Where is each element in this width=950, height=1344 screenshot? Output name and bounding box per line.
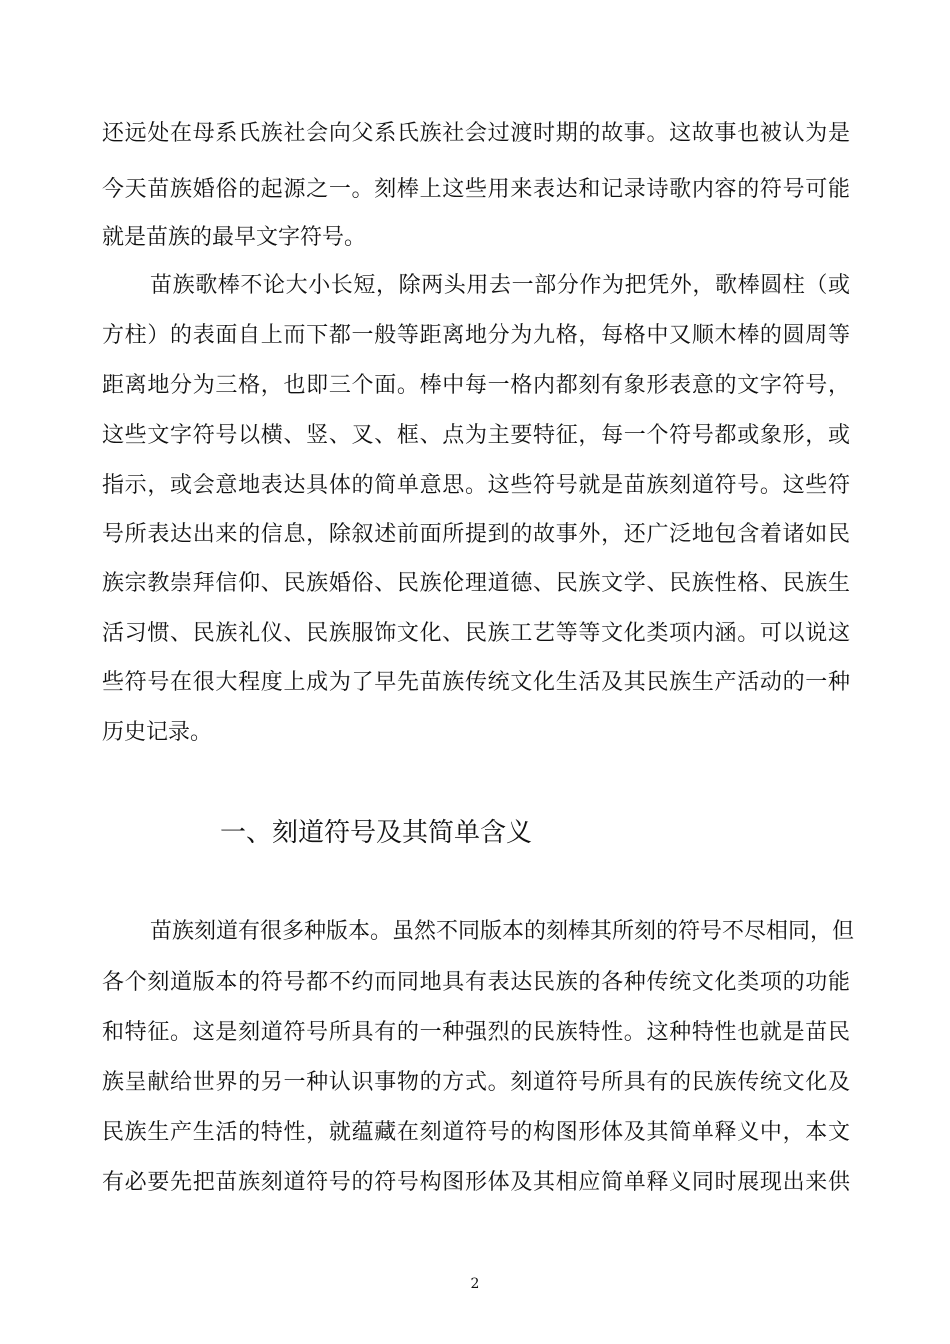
section-heading: 一、刻道符号及其简单含义 — [220, 818, 533, 848]
paragraph-3-line-1: 苗族刻道有很多种版本。虽然不同版本的刻棒其所刻的符号不尽相同，但 — [150, 919, 855, 944]
paragraph-2-line-6: 号所表达出来的信息，除叙述前面所提到的故事外，还广泛地包含着诸如民 — [102, 522, 850, 547]
paragraph-2-line-4: 这些文字符号以横、竖、叉、框、点为主要特征，每一个符号都或象形，或 — [102, 423, 850, 448]
paragraph-2-line-9: 些符号在很大程度上成为了早先苗族传统文化生活及其民族生产活动的一种 — [102, 670, 850, 695]
paragraph-3-line-3: 和特征。这是刻道符号所具有的一种强烈的民族特性。这种特性也就是苗民 — [102, 1020, 850, 1045]
paragraph-2-line-7: 族宗教崇拜信仰、民族婚俗、民族伦理道德、民族文学、民族性格、民族生 — [102, 571, 850, 596]
paragraph-2-line-1: 苗族歌棒不论大小长短，除两头用去一部分作为把凭外，歌棒圆柱（或 — [150, 273, 850, 298]
paragraph-3-line-4: 族呈献给世界的另一种认识事物的方式。刻道符号所具有的民族传统文化及 — [102, 1070, 850, 1095]
paragraph-2-line-8: 活习惯、民族礼仪、民族服饰文化、民族工艺等等文化类项内涵。可以说这 — [102, 621, 850, 646]
paragraph-1-line-2: 今天苗族婚俗的起源之一。刻棒上这些用来表达和记录诗歌内容的符号可能 — [102, 177, 850, 202]
paragraph-2-line-2: 方柱）的表面自上而下都一般等距离地分为九格，每格中又顺木棒的圆周等 — [102, 323, 850, 348]
paragraph-1-line-1: 还远处在母系氏族社会向父系氏族社会过渡时期的故事。这故事也被认为是 — [102, 121, 850, 146]
page-number: 2 — [470, 1276, 480, 1292]
paragraph-2-line-5: 指示，或会意地表达具体的简单意思。这些符号就是苗族刻道符号。这些符 — [102, 473, 850, 498]
paragraph-3-line-6: 有必要先把苗族刻道符号的符号构图形体及其相应简单释义同时展现出来供 — [102, 1170, 850, 1195]
paragraph-3-line-2: 各个刻道版本的符号都不约而同地具有表达民族的各种传统文化类项的功能 — [102, 970, 850, 995]
paragraph-2-line-10: 历史记录。 — [102, 720, 213, 745]
paragraph-2-line-3: 距离地分为三格，也即三个面。棒中每一格内都刻有象形表意的文字符号， — [102, 373, 850, 398]
paragraph-3-line-5: 民族生产生活的特性，就蕴藏在刻道符号的构图形体及其简单释义中，本文 — [102, 1120, 850, 1145]
paragraph-1-line-3: 就是苗族的最早文字符号。 — [102, 225, 367, 250]
